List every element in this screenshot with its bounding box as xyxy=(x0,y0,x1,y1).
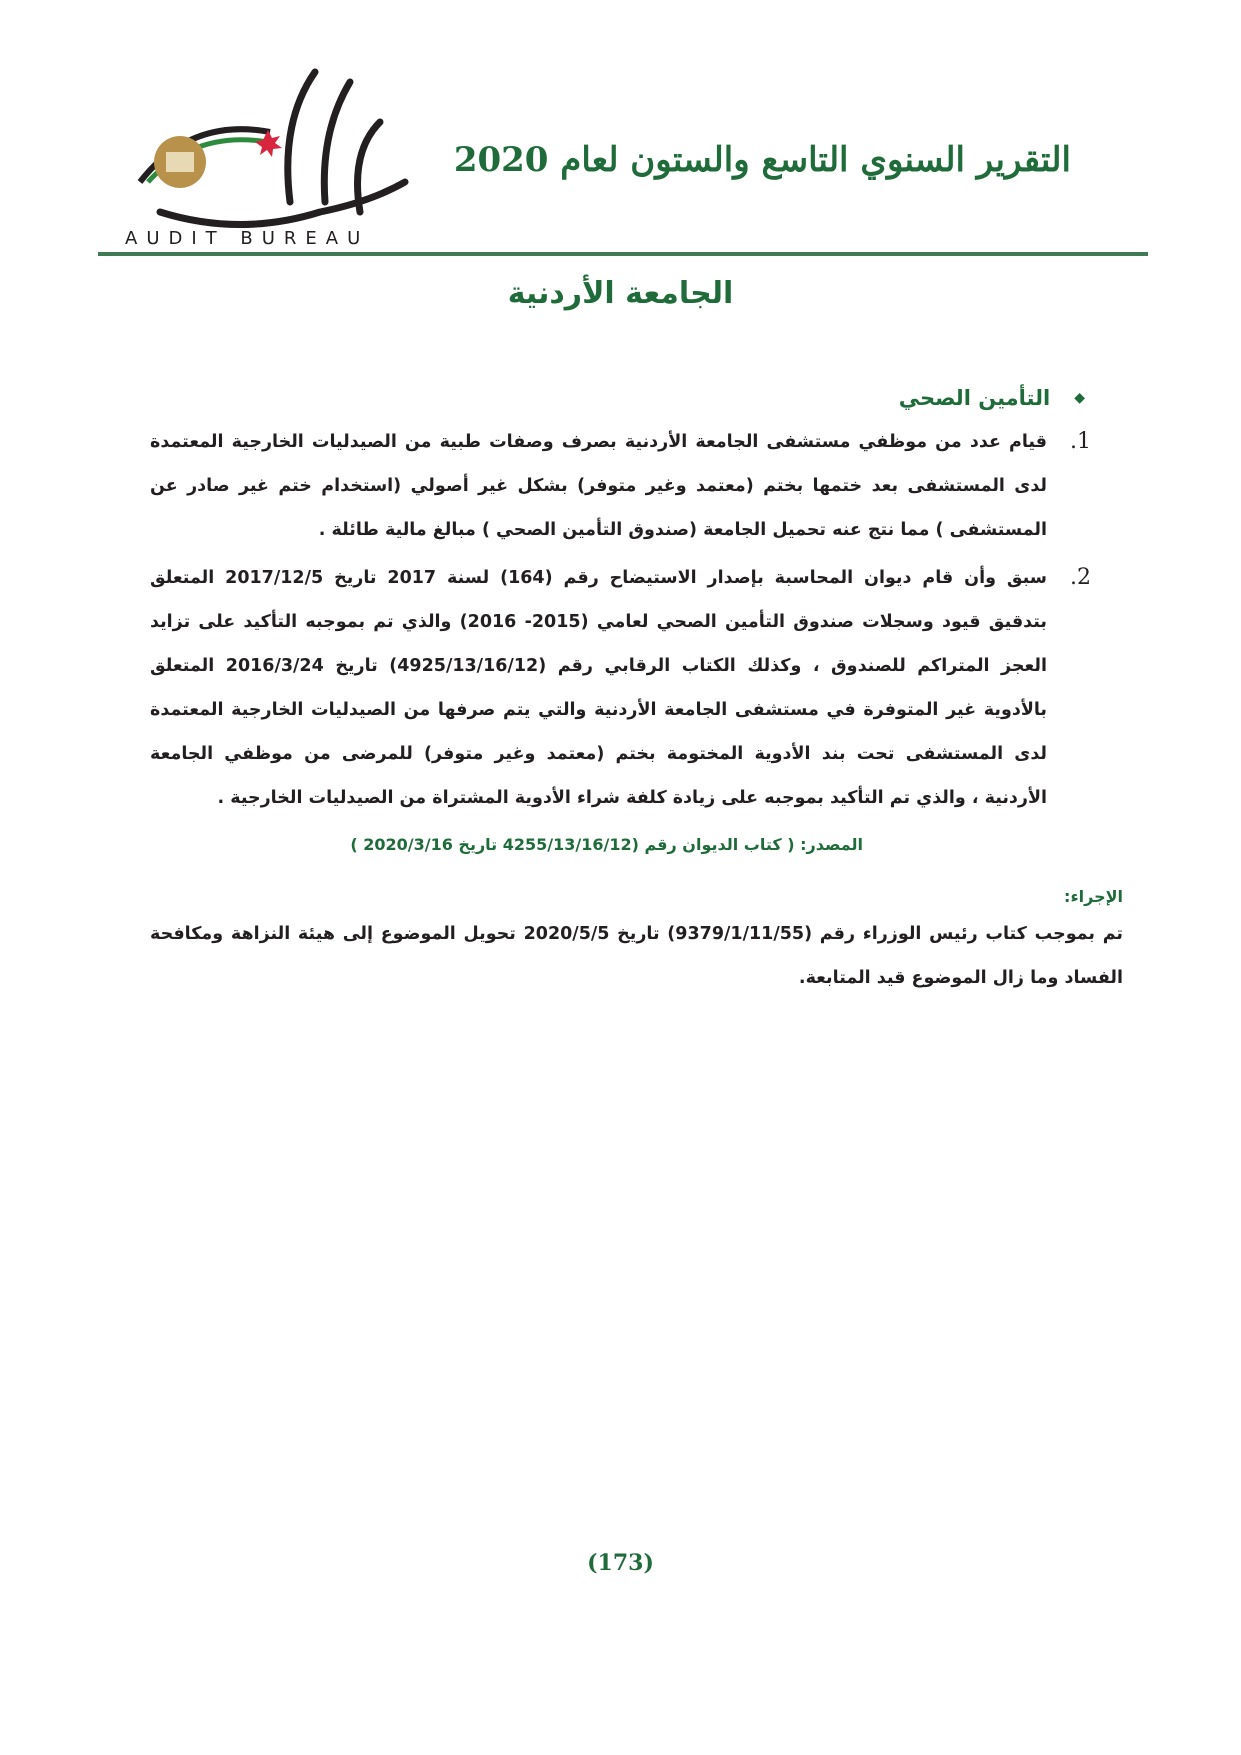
star-icon xyxy=(255,130,282,157)
diamond-bullet-icon: ◆ xyxy=(1074,390,1085,406)
source-citation: المصدر: ( كتاب الديوان رقم (4255/13/16/12 تاريخ 2020/3/16 ) xyxy=(350,835,863,854)
report-title: التقرير السنوي التاسع والستون لعام 2020 xyxy=(453,140,1071,180)
list-item-number: 1. xyxy=(1070,429,1091,454)
page-title: الجامعة الأردنية xyxy=(507,276,734,311)
audit-bureau-logo xyxy=(120,62,420,252)
list-item xyxy=(150,420,1095,552)
header-divider xyxy=(98,252,1148,256)
list-item-text: سبق وأن قام ديوان المحاسبة بإصدار الاستيضاح رقم (164) لسنة 2017 تاريخ 2017/12/5 المتعلق بتدقيق قيود وسجلات صندوق التأمين الصحي لعامي (2015- 2016) والذي تم بموجبه التأكيد على تزايد العجز المتراكم للصندوق ، وكذلك الكتاب الرقابي رقم (4925/13/16/12) تاريخ 2016/3/24 المتعلق بالأدوية غير المتوفرة في مستشفى الجامعة الأردنية والتي يتم صرفها من الصيدليات الخارجية المعتمدة لدى المستشفى تحت بند الأدوية المختومة بختم (معتمد وغير متوفر) للمرضى من موظفي الجامعة الأردنية ، والذي تم التأكيد بموجبه على زيادة كلفة شراء الأدوية المشتراة من الصيدليات الخارجية . xyxy=(150,568,1047,808)
page-header xyxy=(0,0,1241,260)
page-number: (173) xyxy=(587,1550,654,1576)
action-text: تم بموجب كتاب رئيس الوزراء رقم (9379/1/11/55) تاريخ 2020/5/5 تحويل الموضوع إلى هيئة النزاهة ومكافحة الفساد وما زال الموضوع قيد المتابعة. xyxy=(150,924,1124,988)
list-item-number: 2. xyxy=(1070,565,1091,590)
logo-english-text: AUDIT BUREAU xyxy=(125,228,370,249)
document-body xyxy=(150,380,1124,1000)
section-heading-text: التأمين الصحي xyxy=(898,386,1051,410)
list-item-text: قيام عدد من موظفي مستشفى الجامعة الأردنية بصرف وصفات طبية من الصيدليات الخارجية المعتمدة لدى المستشفى بعد ختمها بختم (معتمد وغير متوفر) بشكل غير أصولي (استخدام ختم غير صادر عن المستشفى ) مما نتج عنه تحميل الجامعة (صندوق التأمين الصحي ) مبالغ مالية طائلة . xyxy=(150,432,1047,540)
action-heading: الإجراء: xyxy=(1064,887,1123,906)
section-heading xyxy=(150,380,1085,416)
list-item xyxy=(150,556,1095,820)
